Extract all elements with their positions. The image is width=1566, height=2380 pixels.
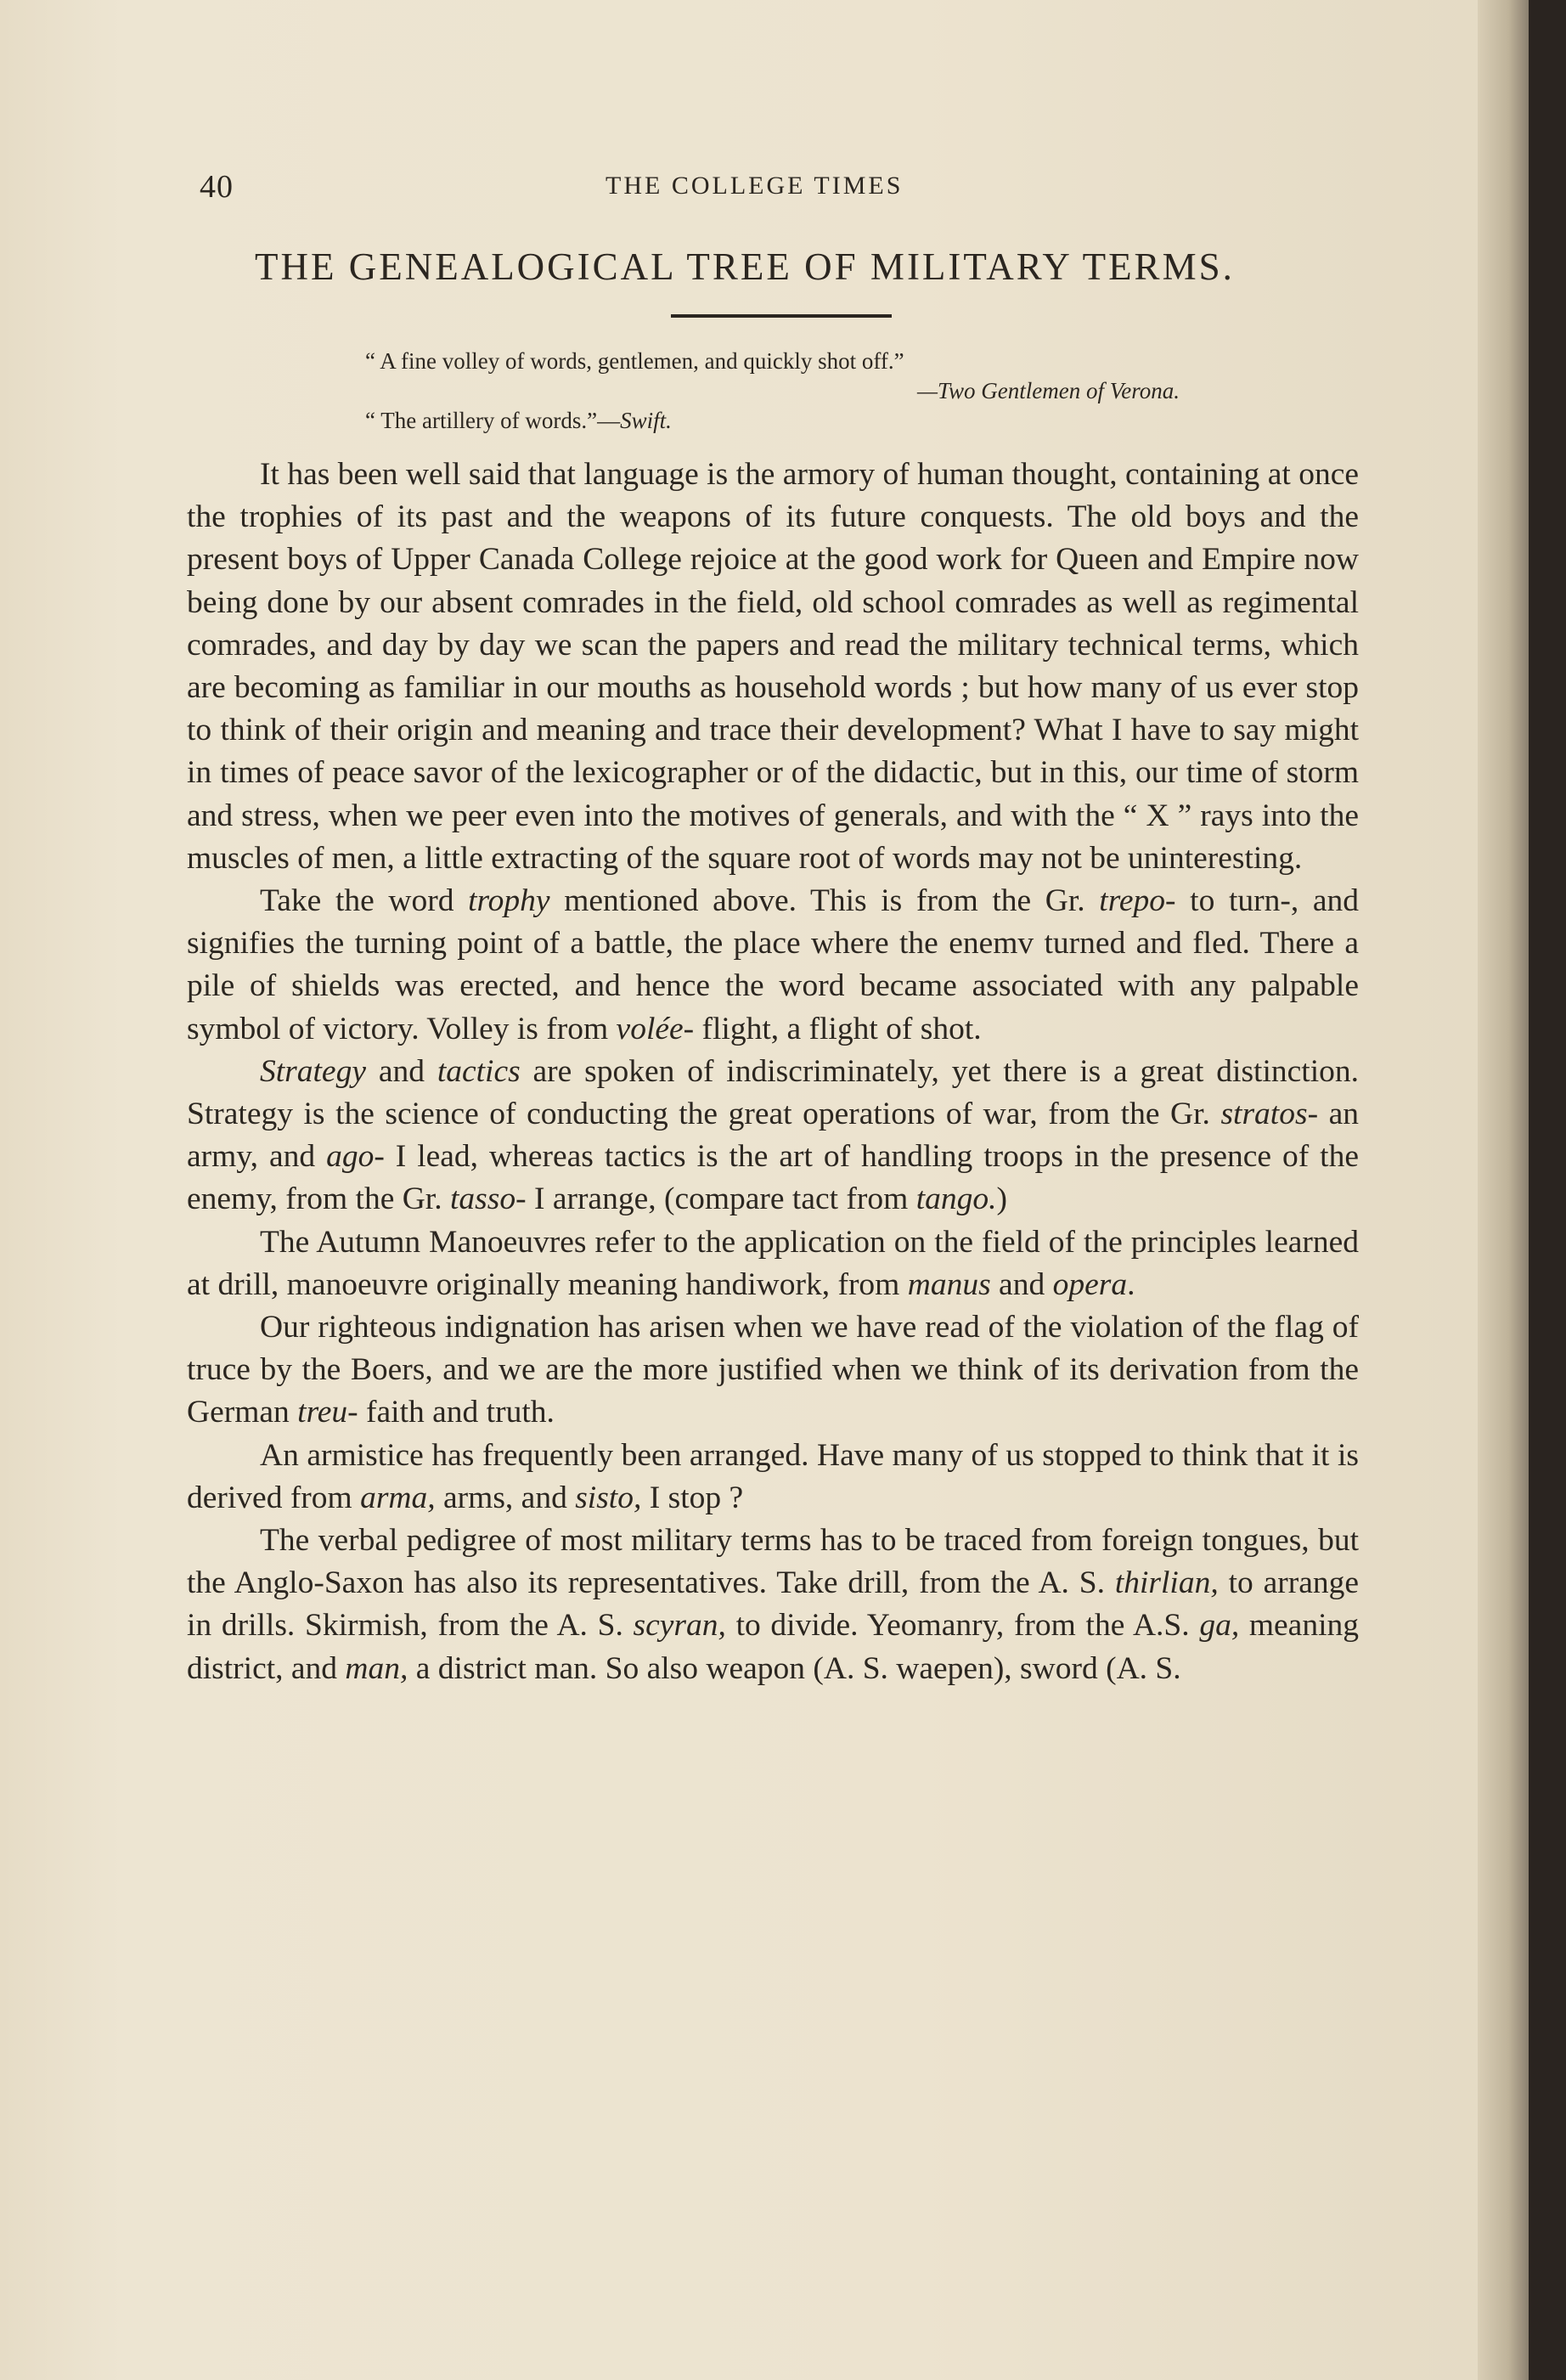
term: stratos- xyxy=(1220,1097,1319,1132)
text: ) xyxy=(996,1182,1007,1217)
running-head xyxy=(200,168,1338,207)
epigraph-author-2: Swift. xyxy=(620,408,672,433)
text: Take the word xyxy=(260,883,469,919)
paragraph-5 xyxy=(187,1306,1359,1435)
paragraph-7 xyxy=(187,1520,1359,1690)
term: trepo- xyxy=(1099,883,1176,919)
term: thirlian, xyxy=(1114,1565,1219,1601)
text: to divide. Yeomanry, from the A.S. xyxy=(725,1608,1200,1644)
article-body xyxy=(187,454,1359,1690)
epigraph-source-1: —Two Gentlemen of Verona. xyxy=(917,378,1180,403)
text: meaning district, and xyxy=(187,1608,1359,1686)
text: Our righteous indignation has arisen when we have read of the violation of the flag of truce by the Boers, and we are the more justified when we think of its derivation from the German xyxy=(187,1310,1359,1430)
text: a district man. So also weapon (A. S. waepen), sword (A. S. xyxy=(408,1650,1181,1686)
term: man, xyxy=(345,1650,408,1686)
text: I lead, whereas tactics is the art of handling troops in the presence of the enemy, from the Gr. xyxy=(187,1139,1359,1217)
paragraph-2 xyxy=(187,880,1359,1051)
term: manus xyxy=(907,1266,991,1302)
term: sisto, xyxy=(575,1480,642,1515)
text: The Autumn Manoeuvres refer to the application on the field of the principles learned at drill, manoeuvre originally meaning handiwork, from xyxy=(187,1224,1359,1302)
term: Strategy xyxy=(260,1053,366,1089)
text: flight, a flight of shot. xyxy=(694,1011,982,1046)
text: to turn-, and signifies the turning point of a battle, the place where the enemv turned and fled. There a pile of shields was erected, and hence the word became associated with any palpable symbol of victory. Volley is from xyxy=(187,883,1359,1046)
epigraph-quote-1: “ A fine volley of words, gentlemen, and quickly shot off.” xyxy=(365,348,904,374)
term: arma, xyxy=(360,1480,436,1515)
term: volée- xyxy=(616,1011,695,1046)
text: An armistice has frequently been arranged. Have many of us stopped to think that it is derived from xyxy=(187,1437,1359,1515)
text: The verbal pedigree of most military terms has to be traced from foreign tongues, but the Anglo-Saxon has also its representatives. Take drill, from the A. S. xyxy=(187,1523,1359,1601)
term: tango. xyxy=(915,1182,997,1217)
article-title: THE GENEALOGICAL TREE OF MILITARY TERMS. xyxy=(255,245,1235,288)
term: trophy xyxy=(468,883,550,919)
page-number: 40 xyxy=(200,169,234,205)
paragraph-3 xyxy=(187,1051,1359,1221)
title-rule xyxy=(671,314,892,318)
text: arms, and xyxy=(435,1480,576,1515)
term: treu- xyxy=(297,1395,358,1430)
term: ga, xyxy=(1199,1608,1240,1644)
text: I stop ? xyxy=(641,1480,744,1515)
text: to arrange in drills. Skirmish, from the A. S. xyxy=(187,1565,1360,1644)
text: are spoken of indiscriminately, yet there is a great distinction. Strategy is the science of conducting the great operations of war, from the Gr. xyxy=(187,1053,1360,1132)
epigraph-quote-2-text: “ The artillery of words.”— xyxy=(365,408,621,433)
paragraph-6 xyxy=(187,1435,1359,1520)
text: and xyxy=(990,1266,1053,1302)
journal-name: THE COLLEGE TIMES xyxy=(606,172,904,200)
text: and xyxy=(365,1053,437,1089)
text: . xyxy=(1127,1266,1135,1302)
paragraph-4 xyxy=(187,1221,1359,1306)
term: tactics xyxy=(437,1053,521,1089)
term: scyran, xyxy=(633,1608,726,1644)
paragraph-1: It has been well said that language is the armory of human thought, containing at once the trophies of its past and the weapons of its future conquests. The old boys and the present boys of Upper Canada College rejoice at the good work for Queen and Empire now being done by our absent comrades in the field, old school comrades as well as regimental comrades, and day by day we scan the papers and read the military technical terms, which are becoming as familiar in our mouths as household words ; but how many of us ever stop to think of their origin and meaning and trace their development? What I have to say might in times of peace savor of the lexicographer or of the didactic, but in this, our time of storm and stress, when we peer even into the motives of generals, and with the “ X ” rays into the muscles of men, a little extracting of the square root of words may not be uninteresting. xyxy=(187,457,1359,876)
term: opera xyxy=(1052,1266,1128,1302)
term: tasso- xyxy=(449,1182,527,1217)
text: I arrange, (compare tact from xyxy=(526,1182,916,1217)
text: faith and truth. xyxy=(358,1395,555,1430)
epigraph-quote-2 xyxy=(365,408,672,434)
text: mentioned above. This is from the Gr. xyxy=(549,883,1100,919)
term: ago- xyxy=(326,1139,385,1175)
text: an army, and xyxy=(187,1097,1359,1175)
page-gutter xyxy=(1478,0,1529,2380)
